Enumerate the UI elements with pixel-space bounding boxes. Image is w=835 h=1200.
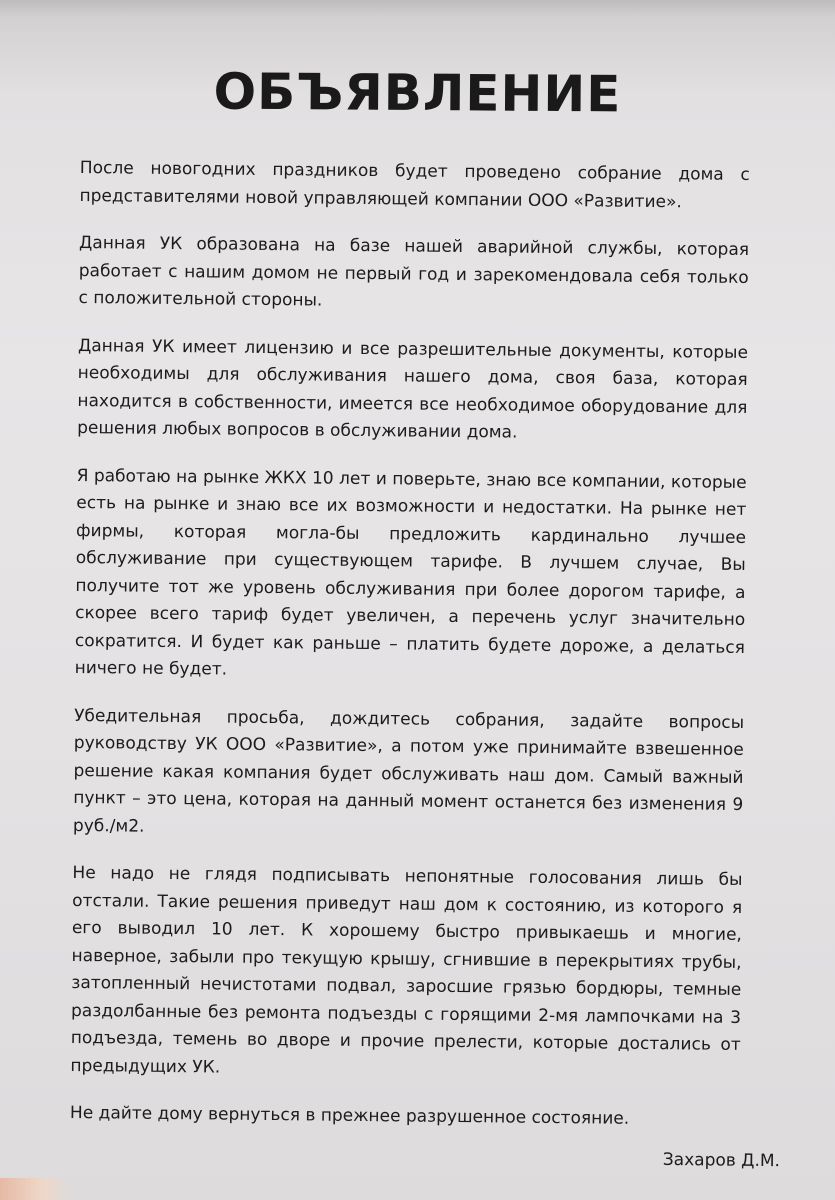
notice-title: ОБЪЯВЛЕНИЕ	[213, 62, 622, 124]
paper-top-edge	[0, 0, 835, 18]
signature: Захаров Д.М.	[662, 1149, 781, 1172]
paper-corner-stain	[0, 1178, 70, 1200]
paragraph-meeting: После новогодних праздников будет проведено собрание дома с представителями новой управляющей компании ООО «Развитие».	[79, 157, 750, 212]
paragraph-origin: Данная УК образована на базе нашей аварийной службы, которая работает с нашим домом не первый год и зарекомендовала себя только с положительной стороны.	[78, 232, 750, 311]
paragraph-closing: Не дайте дому вернуться в прежнее разрушенное состояние.	[69, 1102, 630, 1129]
paragraph-license: Данная УК имеет лицензию и все разрешительные документы, которые необходимы для обслуживания нашего дома, своя база, которая находится в собственности, имеется все необходимое оборудование для решения любых вопросов в обслуживании дома.	[77, 335, 749, 443]
notice-body	[70, 155, 750, 1154]
paragraph-warning: Не надо не глядя подписывать непонятные голосования лишь бы отстали. Такие решения приведут наш дом к состоянию, из которого я его выводил 10 лет. К хорошему быстро привыкаешь и многие, наверное, забыли про текущую крышу, сгнившие в перекрытиях трубы, затопленный нечистотами подвал, заросшие грязью бордюры, темные раздолбанные без ремонта подъезды с горящими 2-мя лампочками на 3 подъезда, темень во дворе и прочие прелести, которые достались от предыдущих УК.	[70, 862, 743, 1078]
paragraph-experience: Я работаю на рынке ЖКХ 10 лет и поверьте, знаю все компании, которые есть на рынке и знаю все их возможности и недостатки. На рынке нет фирмы, которая могла-бы предложить кардинально лучшее обслуживание при существующем тарифе. В лучшем случае, Вы получите тот же уровень обслуживания при более дорогом тарифе, а скорее всего тариф будет увеличен, а перечень услуг значительно сократится. И будет как раньше – платить будете дороже, а делаться ничего не будет.	[74, 465, 747, 680]
paragraph-request: Убедительная просьба, дождитесь собрания, задайте вопросы руководству УК ООО «Развитие», а потом уже принимайте взвешенное решение какая компания будет обслуживать наш дом. Самый важный пункт – это цена, которая на данный момент останется без изменения 9 руб./м2.	[72, 705, 745, 837]
